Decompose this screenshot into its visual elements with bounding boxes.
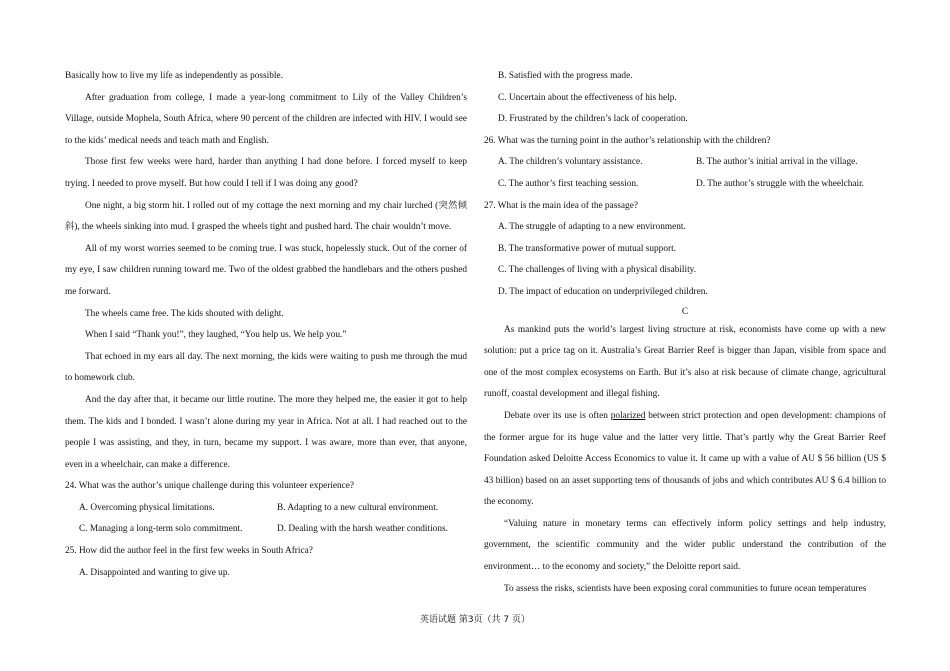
option-b[interactable]: B. Satisfied with the progress made.: [498, 71, 633, 81]
paragraph: To assess the risks, scientists have been exposing coral communities to future ocean temperatures: [504, 583, 867, 594]
paragraph: Those first few weeks were hard, harder than anything I had done before. I forced myself to keep trying. I needed to prove myself. But how could I tell if I was doing any good?: [65, 157, 467, 189]
option-b[interactable]: B. The author’s initial arrival in the village.: [696, 157, 858, 168]
paragraph: Basically how to live my life as independently as possible.: [65, 71, 283, 81]
paragraph: After graduation from college, I made a year-long commitment to Lily of the Valley Children’s Village, outside Mophela, South Africa, where 90 percent of the children are infected with HIV. I would see to the kids’ medical needs and teach math and English.: [65, 92, 467, 146]
page-footer: 英语试题 第3页（共 7 页）: [419, 615, 531, 625]
question-24-options-cd: [65, 519, 467, 541]
paragraph: All of my worst worries seemed to be coming true. I was stuck, hopelessly stuck. Out of the corner of my eye, I saw children running toward me. Two of the oldest grabbed the handlebars and the others pushed me forward.: [65, 243, 467, 297]
option-d[interactable]: D. The author’s struggle with the wheelchair.: [696, 178, 864, 189]
option-a[interactable]: A. Overcoming physical limitations.: [79, 502, 215, 513]
option-c[interactable]: C. Uncertain about the effectiveness of his help.: [498, 92, 677, 103]
option-a[interactable]: A. The children’s voluntary assistance.: [498, 157, 643, 168]
question-26-options-ab: [484, 152, 886, 174]
option-d[interactable]: D. Dealing with the harsh weather conditions.: [277, 524, 448, 535]
question-26-options-cd: [484, 174, 886, 196]
option-b[interactable]: B. Adapting to a new cultural environment.: [277, 502, 439, 513]
paragraph: [484, 406, 886, 514]
question-27-stem: 27. What is the main idea of the passage?: [484, 200, 638, 211]
text-run: between strict protection and open development: champions of the former argue for its huge value and the latter very little. That’s partly why the Great Barrier Reef Foundation asked Deloitte Access Economics to value it. It came up with a value of AU $ 56 billion (US $ 43 billion) based on an asset supporting tens of thousands of jobs and which contributes AU $ 6.4 billion to the economy.: [484, 410, 886, 508]
option-a[interactable]: A. The struggle of adapting to a new environment.: [498, 222, 686, 233]
option-a[interactable]: A. Disappointed and wanting to give up.: [79, 567, 230, 578]
paragraph: The wheels came free. The kids shouted with delight.: [85, 308, 284, 319]
paragraph: When I said “Thank you!”, they laughed, “You help us. We help you.”: [85, 330, 347, 341]
section-heading: C: [681, 306, 689, 317]
option-c[interactable]: C. The challenges of living with a physical disability.: [498, 265, 697, 276]
question-24-options-ab: [65, 498, 467, 520]
question-25-stem: 25. How did the author feel in the first few weeks in South Africa?: [65, 546, 313, 557]
option-c[interactable]: C. Managing a long-term solo commitment.: [79, 524, 243, 535]
text-run: Debate over its use is often: [504, 410, 611, 421]
option-b[interactable]: B. The transformative power of mutual support.: [498, 243, 676, 254]
question-26-stem: 26. What was the turning point in the author’s relationship with the children?: [484, 135, 771, 146]
paragraph: And the day after that, it became our little routine. The more they helped me, the easier it got to help them. The kids and I bonded. I wasn’t alone during my year in Africa. Not at all. I had reached out to the people I was assisting, and they, in turn, became my support. I was aware, more than ever, that anyone, even in a wheelchair, can make a difference.: [65, 394, 467, 470]
paragraph: As mankind puts the world’s largest living structure at risk, economists have come up with a new solution: put a price tag on it. Australia’s Great Barrier Reef is bigger than Japan, visible from space and one of the most complex ecosystems on Earth. But it’s also at risk because of climate change, agricultural runoff, coastal development and illegal fishing.: [484, 324, 886, 400]
left-column: [65, 66, 467, 584]
paragraph: One night, a big storm hit. I rolled out of my cottage the next morning and my chair lurched (突然倾斜), the wheels sinking into mud. I grasped the wheels tight and pushed hard. The chair wouldn’t move.: [65, 200, 467, 233]
paragraph: That echoed in my ears all day. The next morning, the kids were waiting to push me through the mud to homework club.: [65, 351, 467, 384]
right-column: [484, 66, 886, 600]
question-24-stem: 24. What was the author’s unique challenge during this volunteer experience?: [65, 481, 355, 492]
underlined-word: polarized: [610, 410, 646, 421]
option-d[interactable]: D. Frustrated by the children’s lack of cooperation.: [498, 114, 688, 125]
option-d[interactable]: D. The impact of education on underprivileged children.: [498, 286, 708, 297]
option-c[interactable]: C. The author’s first teaching session.: [498, 178, 639, 189]
paragraph: “Valuing nature in monetary terms can effectively inform policy settings and help industry, government, the scientific community and the wider public understand the contribution of the environment… to the economy and society,” the Deloitte report said.: [484, 518, 886, 573]
